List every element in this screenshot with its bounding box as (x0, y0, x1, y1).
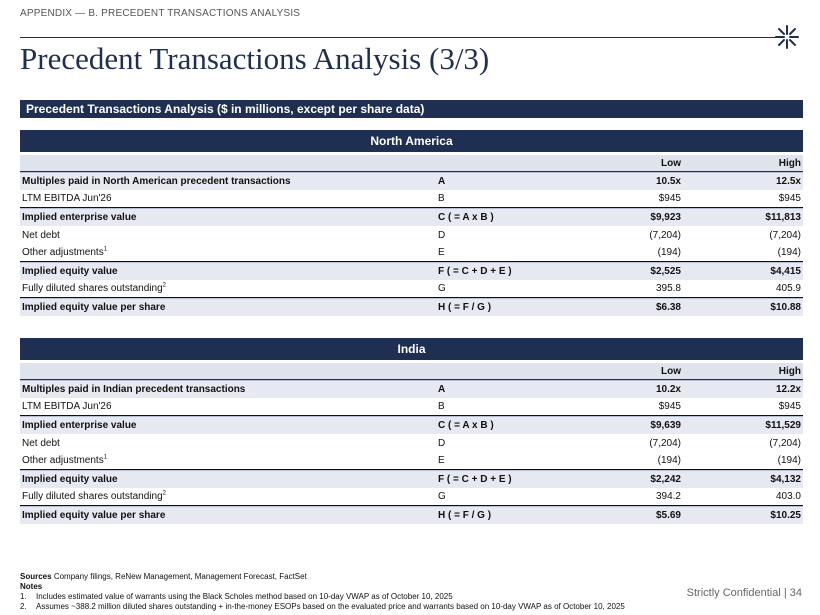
low-value: (7,204) (649, 229, 681, 241)
region-header: North America (20, 130, 803, 152)
table-row (20, 190, 803, 208)
row-label: Net debt (22, 229, 60, 241)
footnotes (20, 572, 625, 612)
row-formula: B (438, 401, 445, 412)
high-value: $11,813 (765, 212, 801, 223)
low-value: 10.5x (655, 176, 681, 187)
low-value: $5.69 (655, 510, 681, 521)
high-value: 12.2x (775, 384, 801, 395)
section-banner: Precedent Transactions Analysis ($ in millions, except per share data) (20, 100, 803, 118)
row-label: Other adjustments$^1$ (22, 454, 108, 466)
table-row (20, 280, 803, 298)
row-label: LTM EBITDA Jun'26 (22, 401, 112, 412)
row-label: Implied enterprise value (22, 212, 137, 223)
row-formula: F ( = C + D + E ) (438, 266, 512, 277)
title-divider (20, 37, 778, 38)
row-formula: H ( = F / G ) (438, 510, 492, 521)
row-label: Fully diluted shares outstanding$^2$ (22, 490, 166, 502)
footnote: 1. Includes estimated value of warrants using the Black Scholes method based on 10-day VWAP as of October 10, 2025 (20, 592, 453, 601)
table-row (20, 262, 803, 280)
table-row (20, 488, 803, 506)
high-value: $11,529 (765, 420, 801, 431)
row-formula: D (438, 229, 446, 241)
row-label: LTM EBITDA Jun'26 (22, 193, 112, 204)
low-value: $2,525 (650, 266, 681, 277)
table-row (20, 506, 803, 524)
table-row (20, 226, 803, 244)
row-label: Multiples paid in North American precedent transactions (22, 176, 291, 187)
high-value: (194) (777, 455, 801, 466)
column-header-row (20, 363, 803, 380)
low-value: $945 (658, 193, 681, 204)
high-column-header: High (778, 157, 801, 169)
row-formula: C ( = A x B ) (438, 420, 494, 431)
low-column-header: Low (661, 157, 681, 169)
row-formula: E (438, 247, 445, 258)
low-value: $945 (658, 401, 681, 412)
sources-text: Company filings, ReNew Management, Management Forecast, FactSet (53, 572, 307, 581)
row-formula: F ( = C + D + E ) (438, 474, 512, 485)
low-value: $2,242 (650, 474, 681, 485)
row-formula: B (438, 193, 445, 204)
high-column-header: High (778, 365, 801, 377)
page-title: Precedent Transactions Analysis (3/3) (20, 41, 490, 76)
row-label: Net debt (22, 437, 60, 449)
column-header-row (20, 155, 803, 172)
north-america-table (20, 130, 803, 316)
row-formula: A (438, 176, 446, 187)
high-value: 403.0 (775, 491, 801, 502)
row-formula: D (438, 437, 446, 449)
notes-label: Notes (20, 582, 43, 591)
row-label: Implied equity value (22, 266, 118, 277)
row-label: Fully diluted shares outstanding$^2$ (22, 282, 166, 294)
high-value: $945 (778, 193, 801, 204)
low-value: (194) (657, 455, 681, 466)
row-label: Other adjustments$^1$ (22, 246, 108, 258)
low-column-header: Low (661, 365, 681, 377)
high-value: 12.5x (775, 176, 801, 187)
table-row (20, 380, 803, 398)
table-row (20, 416, 803, 434)
row-label: Implied equity value (22, 474, 118, 485)
high-value: $4,415 (770, 266, 801, 277)
row-formula: H ( = F / G ) (438, 302, 492, 313)
high-value: $10.25 (770, 510, 801, 521)
footnote-ref: 2 (162, 282, 166, 289)
footnote-ref: 2 (162, 490, 166, 497)
high-value: (7,204) (769, 229, 801, 241)
table-row (20, 452, 803, 470)
region-header: India (20, 338, 803, 360)
table-row (20, 434, 803, 452)
high-value: (7,204) (769, 437, 801, 449)
confidentiality-label: Strictly Confidential | 34 (686, 587, 802, 599)
row-label: Implied enterprise value (22, 420, 137, 431)
row-label: Implied equity value per share (22, 302, 166, 313)
low-value: (194) (657, 247, 681, 258)
row-formula: E (438, 455, 445, 466)
row-label: Multiples paid in Indian precedent transactions (22, 384, 246, 395)
footnote: 2. Assumes ~388.2 million diluted shares outstanding + in-the-money ESOPs based on the evaluated price and warrants based on 10-day VWAP as of October 10, 2025 (20, 602, 625, 611)
high-value: $10.88 (770, 302, 801, 313)
low-value: $6.38 (655, 302, 681, 313)
low-value: 394.2 (655, 491, 681, 502)
starburst-logo-icon (774, 24, 800, 50)
table-row (20, 398, 803, 416)
footnote-ref: 1 (103, 246, 108, 253)
low-value: (7,204) (649, 437, 681, 449)
table-row (20, 208, 803, 226)
row-formula: G (438, 283, 446, 294)
row-formula: G (438, 491, 446, 502)
high-value: $945 (778, 401, 801, 412)
row-label: Implied equity value per share (22, 510, 166, 521)
low-value: $9,639 (650, 420, 681, 431)
table-row (20, 172, 803, 190)
high-value: 405.9 (775, 283, 801, 294)
table-row (20, 470, 803, 488)
table-row (20, 298, 803, 316)
low-value: 10.2x (655, 384, 681, 395)
row-formula: A (438, 384, 446, 395)
sources-label: Sources (20, 572, 52, 581)
footnote-ref: 1 (103, 454, 108, 461)
row-formula: C ( = A x B ) (438, 212, 494, 223)
high-value: $4,132 (770, 474, 801, 485)
high-value: (194) (777, 247, 801, 258)
low-value: $9,923 (650, 212, 681, 223)
table-row (20, 244, 803, 262)
india-table (20, 338, 803, 524)
breadcrumb: APPENDIX — B. PRECEDENT TRANSACTIONS ANALYSIS (20, 8, 301, 19)
low-value: 395.8 (655, 283, 681, 294)
